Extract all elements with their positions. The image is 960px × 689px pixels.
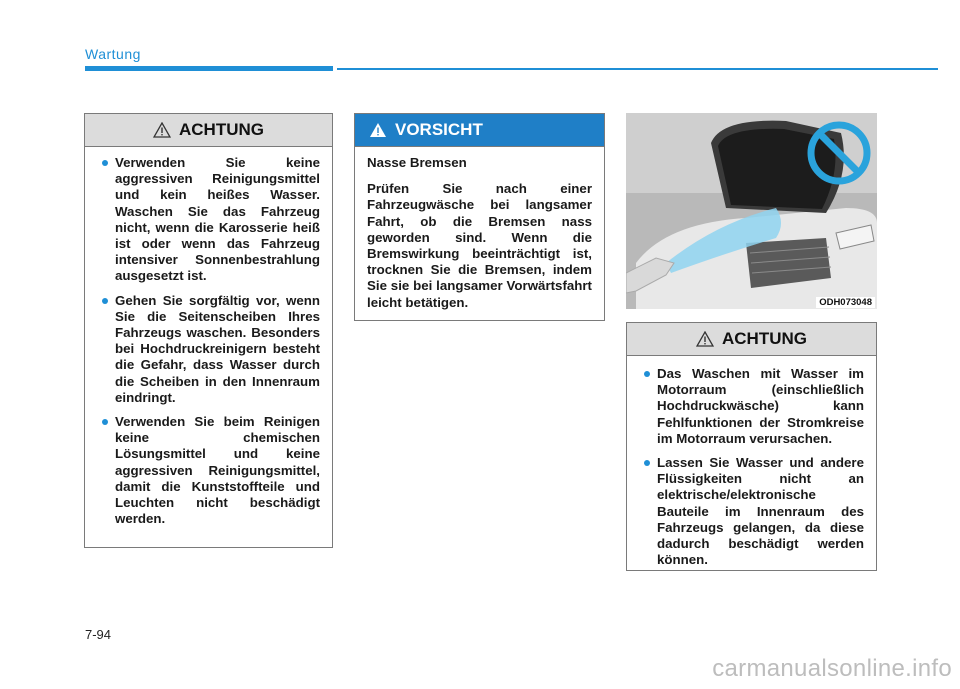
warning-box-right-body xyxy=(627,356,876,586)
list-item: Das Waschen mit Wasser im Motorraum (einschließlich Hochdruckwäsche) kann Fehlfunktionen der Stromkreise im Motorraum verursachen. xyxy=(643,366,864,447)
caution-box-title: VORSICHT xyxy=(395,120,483,139)
caution-text: Prüfen Sie nach einer Fahrzeugwäsche bei langsamer Fahrt, ob die Bremsen nass geworden sind. Wenn die Bremswirkung beeinträchtigt ist, trocknen Sie die Bremsen, indem Sie sie bei langsamer Vorwärtsfahrt leicht betätigen. xyxy=(367,181,592,310)
caution-box-body xyxy=(355,147,604,331)
warning-box-right-title: ACHTUNG xyxy=(722,329,807,348)
warning-box-left xyxy=(84,113,333,548)
warning-box-right-header xyxy=(627,323,876,356)
watermark: carmanualsonline.info xyxy=(712,655,952,682)
list-item: Verwenden Sie beim Reinigen keine chemischen Lösungsmittel und keine aggressiven Reinigungsmittel, damit die Kunststoffteile und Leuchten nicht beschädigt werden. xyxy=(101,414,320,527)
caution-box-header xyxy=(355,114,604,147)
caution-subtitle: Nasse Bremsen xyxy=(367,155,467,170)
header-rule-thin xyxy=(337,68,938,70)
warning-triangle-icon xyxy=(696,331,714,347)
photo-code: ODH073048 xyxy=(816,297,875,308)
car-hood-illustration xyxy=(626,113,877,309)
section-title: Wartung xyxy=(85,46,141,62)
list-item: Gehen Sie sorgfältig vor, wenn Sie die Seitenscheiben Ihres Fahrzeugs waschen. Besonders bei Hochdruckreinigern besteht die Gefahr, dass Wasser durch die Scheiben in den Innenraum eindringt. xyxy=(101,293,320,406)
caution-triangle-icon xyxy=(369,122,387,138)
list-item: Lassen Sie Wasser und andere Flüssigkeiten nicht an elektrische/elektronische Bauteile im Innenraum des Fahrzeugs gelangen, da diese dadurch beschädigt werden können. xyxy=(643,455,864,568)
warning-box-left-header xyxy=(85,114,332,147)
warning-box-left-body xyxy=(85,147,332,545)
header-rule-thick xyxy=(85,66,333,71)
warning-box-left-title: ACHTUNG xyxy=(179,120,264,139)
page-number: 7-94 xyxy=(85,627,112,642)
engine-wash-photo xyxy=(626,113,877,309)
warning-triangle-icon xyxy=(153,122,171,138)
list-item: Verwenden Sie keine aggressiven Reinigungsmittel und kein heißes Wasser. Waschen Sie das Fahrzeug nicht, wenn die Karosserie heiß ist oder wenn das Fahrzeug intensiver Sonnenbestrahlung ausgesetzt ist. xyxy=(101,155,320,285)
caution-box xyxy=(354,113,605,321)
warning-box-right xyxy=(626,322,877,571)
